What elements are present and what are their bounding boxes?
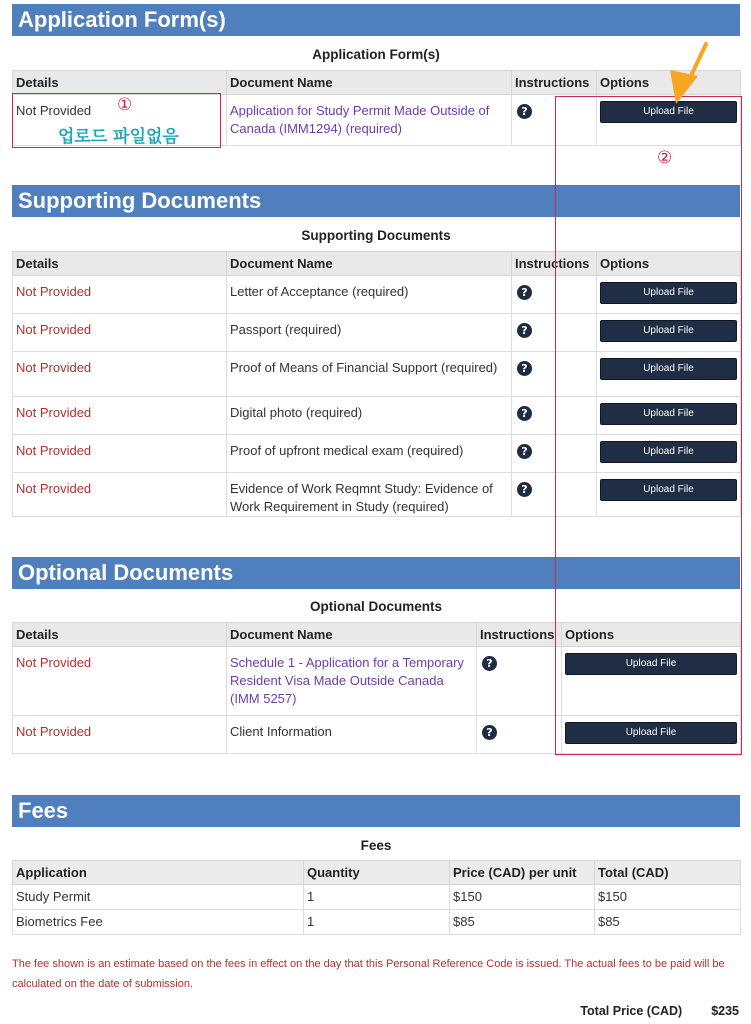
upload-file-button[interactable]: Upload File xyxy=(600,320,737,342)
document-name: Passport (required) xyxy=(227,314,512,352)
total-price xyxy=(580,1004,739,1018)
table-header-row xyxy=(13,71,741,95)
col-total: Total (CAD) xyxy=(595,861,741,885)
instructions-cell xyxy=(477,716,562,754)
document-name: Proof of Means of Financial Support (required) xyxy=(227,352,512,397)
upload-file-button[interactable]: Upload File xyxy=(600,358,737,380)
col-instructions: Instructions xyxy=(512,71,597,95)
question-circle-icon[interactable]: ? xyxy=(482,725,497,740)
total-price-label: Total Price (CAD) xyxy=(580,1004,683,1018)
document-name: Letter of Acceptance (required) xyxy=(227,276,512,314)
question-circle-icon[interactable]: ? xyxy=(517,482,532,497)
instructions-cell xyxy=(477,647,562,716)
details-status: Not Provided xyxy=(13,352,227,397)
annotation-marker-1: ① xyxy=(117,95,133,115)
optional-documents-header: Optional Documents xyxy=(12,557,740,589)
details-status: Not Provided xyxy=(13,716,227,754)
fees-header: Fees xyxy=(12,795,740,827)
table-header-row xyxy=(13,861,741,885)
supporting-documents-header: Supporting Documents xyxy=(12,185,740,217)
document-name xyxy=(227,647,477,716)
question-circle-icon[interactable]: ? xyxy=(482,656,497,671)
annotation-box-2 xyxy=(555,96,742,755)
details-status: Not Provided xyxy=(13,397,227,435)
orange-arrow-icon xyxy=(668,42,720,108)
table-row xyxy=(13,910,741,935)
upload-file-button[interactable]: Upload File xyxy=(600,479,737,501)
fee-application: Biometrics Fee xyxy=(13,910,304,935)
col-quantity: Quantity xyxy=(304,861,450,885)
details-status: Not Provided xyxy=(13,276,227,314)
fee-quantity: 1 xyxy=(304,885,450,910)
upload-file-button[interactable]: Upload File xyxy=(600,101,737,123)
col-details: Details xyxy=(13,71,227,95)
document-name xyxy=(227,95,512,146)
fees-caption: Fees xyxy=(360,838,392,853)
fee-price: $150 xyxy=(450,885,595,910)
question-circle-icon[interactable]: ? xyxy=(517,361,532,376)
document-name: Digital photo (required) xyxy=(227,397,512,435)
upload-file-button[interactable]: Upload File xyxy=(600,403,737,425)
supporting-documents-caption: Supporting Documents xyxy=(301,228,451,243)
col-instructions: Instructions xyxy=(512,252,597,276)
question-circle-icon[interactable]: ? xyxy=(517,104,532,119)
annotation-marker-2: ② xyxy=(657,148,673,168)
col-document-name: Document Name xyxy=(227,71,512,95)
col-options: Options xyxy=(597,252,741,276)
col-application: Application xyxy=(13,861,304,885)
col-instructions: Instructions xyxy=(477,623,562,647)
total-price-value: $235 xyxy=(711,1004,739,1018)
optional-documents-caption: Optional Documents xyxy=(309,599,442,614)
fees-table xyxy=(12,860,741,935)
fee-quantity: 1 xyxy=(304,910,450,935)
annotation-korean-note: 업로드 파일없음 xyxy=(58,127,179,147)
details-status: Not Provided xyxy=(13,314,227,352)
col-details: Details xyxy=(13,252,227,276)
document-link[interactable]: Application for Study Permit Made Outside of Canada (IMM1294) (required) xyxy=(230,103,490,136)
details-status: Not Provided xyxy=(13,647,227,716)
upload-file-button[interactable]: Upload File xyxy=(565,653,737,675)
fee-application: Study Permit xyxy=(13,885,304,910)
application-forms-header: Application Form(s) xyxy=(12,4,740,36)
application-forms-caption: Application Form(s) xyxy=(312,47,440,62)
fee-disclaimer: The fee shown is an estimate based on the fees in effect on the day that this Personal Reference Code is issued. The actual fees to be paid will be calculated on the date of submission. xyxy=(12,958,725,990)
upload-file-button[interactable]: Upload File xyxy=(565,722,737,744)
details-status: Not Provided xyxy=(13,435,227,473)
col-document-name: Document Name xyxy=(227,623,477,647)
document-name: Client Information xyxy=(227,716,477,754)
document-name: Proof of upfront medical exam (required) xyxy=(227,435,512,473)
upload-file-button[interactable]: Upload File xyxy=(600,441,737,463)
col-options: Options xyxy=(597,71,741,95)
document-name: Evidence of Work Reqmnt Study: Evidence of Work Requirement in Study (required) xyxy=(227,473,512,517)
details-status: Not Provided xyxy=(13,95,227,146)
col-options: Options xyxy=(562,623,741,647)
table-row xyxy=(13,885,741,910)
fee-price: $85 xyxy=(450,910,595,935)
col-details: Details xyxy=(13,623,227,647)
col-price: Price (CAD) per unit xyxy=(450,861,595,885)
col-document-name: Document Name xyxy=(227,252,512,276)
question-circle-icon[interactable]: ? xyxy=(517,323,532,338)
question-circle-icon[interactable]: ? xyxy=(517,444,532,459)
question-circle-icon[interactable]: ? xyxy=(517,285,532,300)
document-link[interactable]: Schedule 1 - Application for a Temporary Resident Visa Made Outside Canada (IMM 5257) xyxy=(230,655,464,706)
question-circle-icon[interactable]: ? xyxy=(517,406,532,421)
upload-file-button[interactable]: Upload File xyxy=(600,282,737,304)
fee-total: $150 xyxy=(595,885,741,910)
details-status: Not Provided xyxy=(13,473,227,517)
fee-total: $85 xyxy=(595,910,741,935)
